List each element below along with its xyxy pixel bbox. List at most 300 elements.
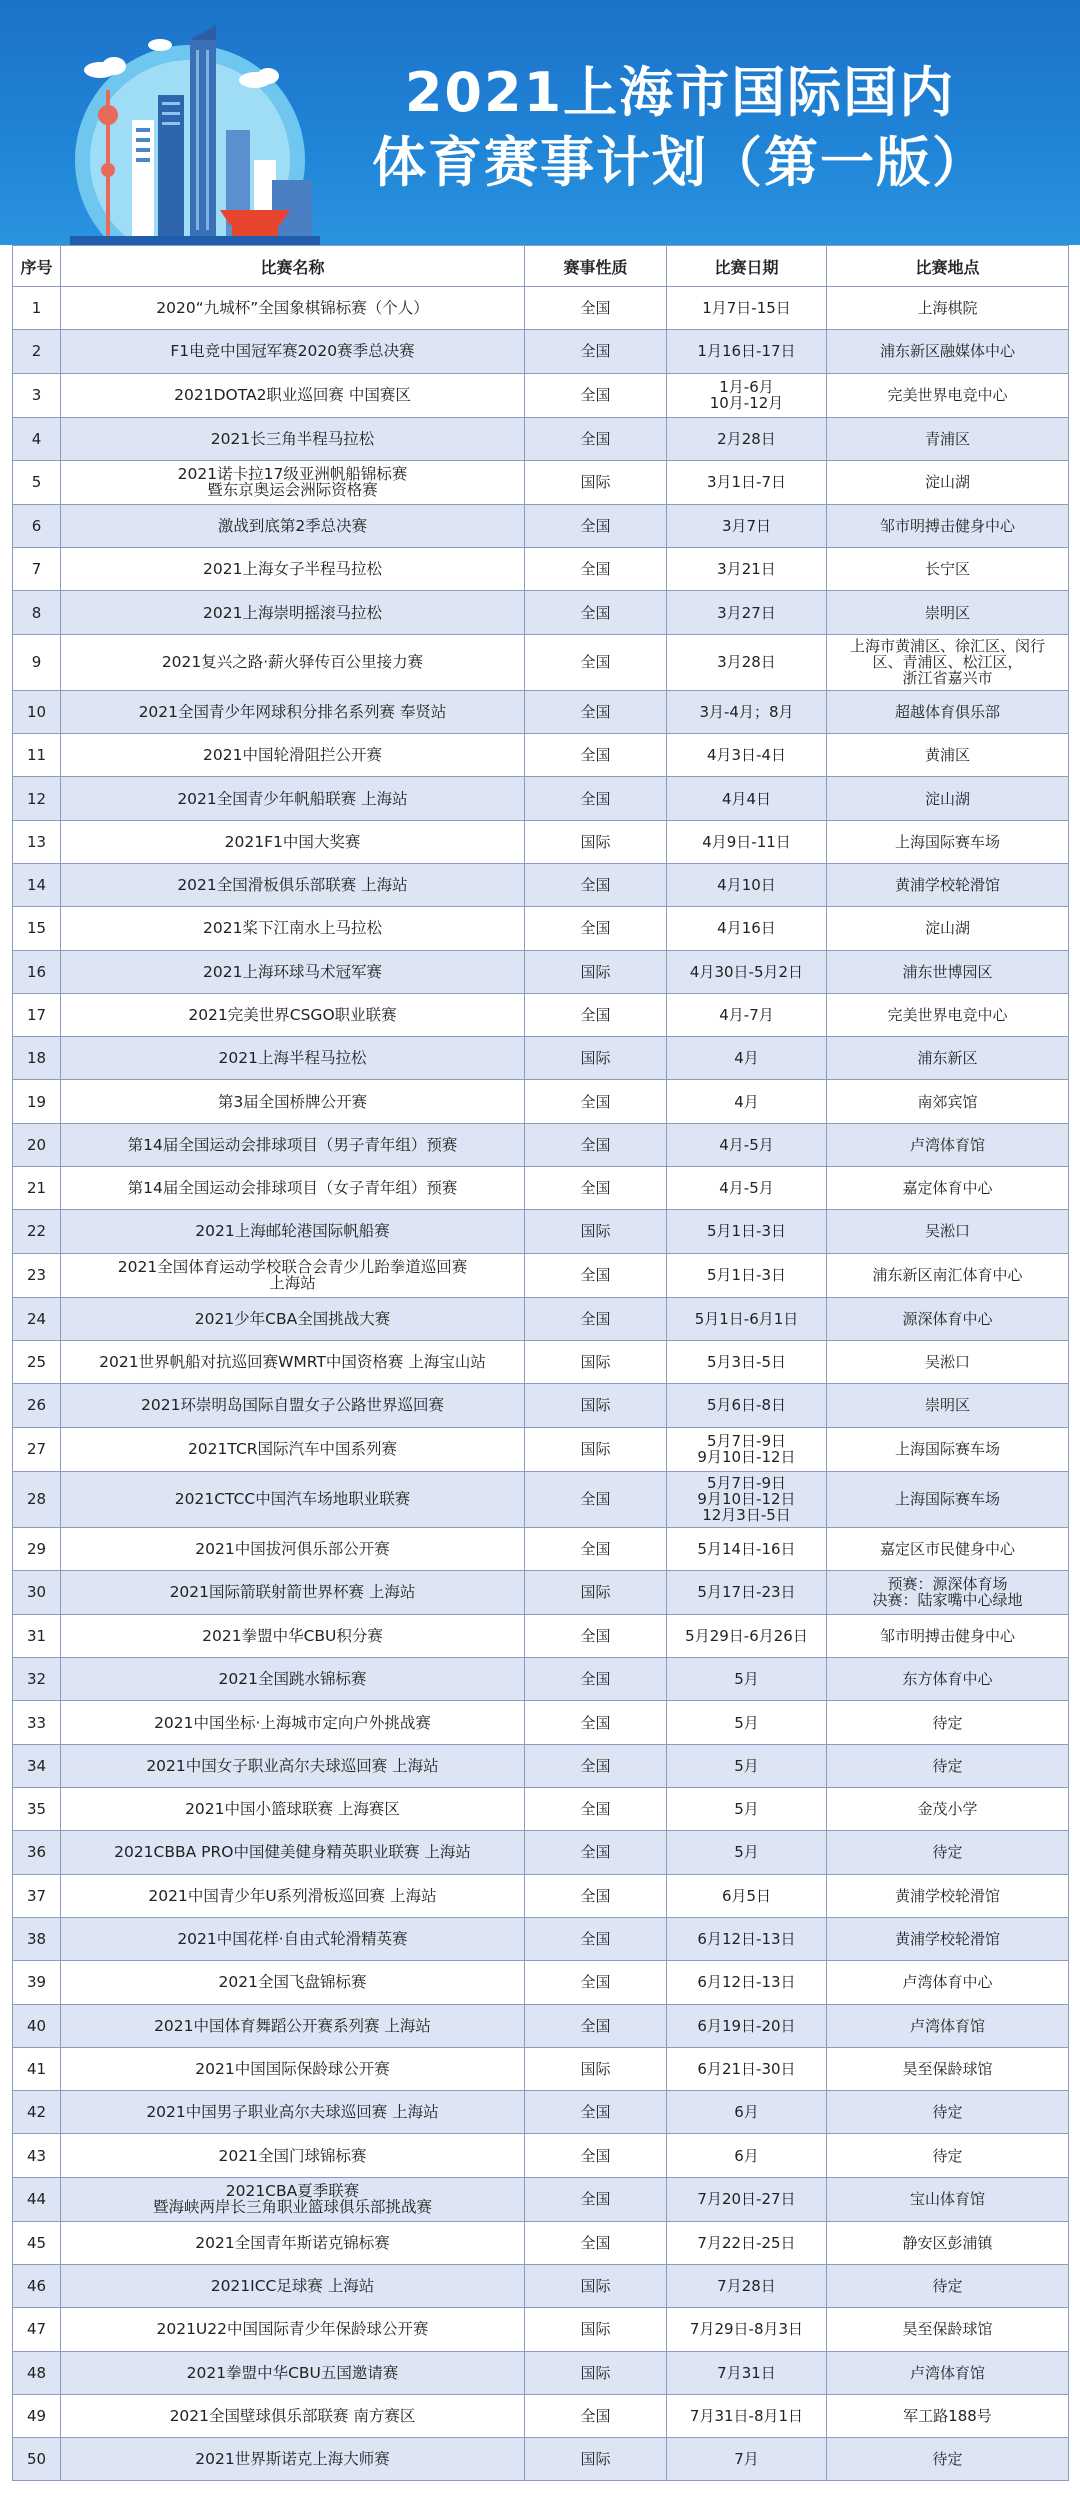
event-date-line: 5月: [734, 1670, 759, 1689]
event-name: [61, 1527, 525, 1570]
event-date-line: 5月29日-6月26日: [685, 1626, 808, 1645]
row-number: 43: [13, 2134, 61, 2177]
row-number: 4: [13, 417, 61, 460]
event-date-line: 5月6日-8日: [706, 1396, 787, 1415]
event-name: [61, 1788, 525, 1831]
event-date: [667, 1788, 827, 1831]
events-table-container: [12, 245, 1068, 2481]
row-number: 34: [13, 1744, 61, 1787]
event-name-line: 激战到底第2季总决赛: [217, 517, 368, 536]
event-venue-line: 完美世界电竞中心: [887, 386, 1008, 405]
event-type: 全国: [525, 1744, 667, 1787]
event-date: [667, 2264, 827, 2307]
row-number: 36: [13, 1831, 61, 1874]
event-name: [61, 2351, 525, 2394]
event-date: [667, 1210, 827, 1253]
row-number: 48: [13, 2351, 61, 2394]
event-name: [61, 1037, 525, 1080]
event-name-line: 2021环崇明岛国际自盟女子公路世界巡回赛: [141, 1396, 444, 1415]
event-date-line: 5月: [734, 1756, 759, 1775]
event-name: [61, 777, 525, 820]
event-date: [667, 287, 827, 330]
row-number: 31: [13, 1614, 61, 1657]
event-name: [61, 1340, 525, 1383]
event-name-line: 2021上海邮轮港国际帆船赛: [195, 1222, 390, 1241]
row-number: 26: [13, 1384, 61, 1427]
event-date-line: 6月: [734, 2146, 759, 2165]
event-name-line: 2021世界斯诺克上海大师赛: [195, 2450, 390, 2469]
event-venue-line: 区、青浦区、松江区，: [872, 653, 1023, 672]
table-row: [13, 1253, 1069, 1297]
event-date-line: 7月22日-25日: [697, 2233, 796, 2252]
table-row: [13, 2351, 1069, 2394]
table-row: [13, 777, 1069, 820]
event-venue: [827, 1037, 1069, 1080]
row-number: 21: [13, 1167, 61, 1210]
event-date-line: 5月: [734, 1800, 759, 1819]
event-venue-line: 卢湾体育馆: [909, 2016, 985, 2035]
event-name: [61, 417, 525, 460]
event-name-line: 2021世界帆船对抗巡回赛WMRT中国资格赛 上海宝山站: [99, 1353, 486, 1372]
event-venue: [827, 993, 1069, 1036]
table-row: [13, 2264, 1069, 2307]
event-name: [61, 1123, 525, 1166]
event-type: 全国: [525, 1471, 667, 1527]
event-venue-line: 完美世界电竞中心: [887, 1006, 1008, 1024]
event-name-line: 2021拳盟中华CBU积分赛: [202, 1626, 383, 1645]
table-row: [13, 1788, 1069, 1831]
event-type: 全国: [525, 287, 667, 330]
row-number: 18: [13, 1037, 61, 1080]
event-venue: [827, 2177, 1069, 2221]
event-date: [667, 1961, 827, 2004]
event-venue-line: 昊至保龄球馆: [902, 2320, 993, 2339]
event-name: [61, 2308, 525, 2351]
event-venue: [827, 2438, 1069, 2481]
event-date-line: 9月10日-12日: [697, 1448, 796, 1467]
table-row: [13, 2308, 1069, 2351]
event-venue: [827, 634, 1069, 690]
event-name-line: 2021全国壁球俱乐部联赛 南方赛区: [169, 2407, 416, 2426]
event-name: [61, 1167, 525, 1210]
row-number: 45: [13, 2221, 61, 2264]
table-row: [13, 690, 1069, 733]
row-number: 10: [13, 690, 61, 733]
event-venue: [827, 1701, 1069, 1744]
table-row: [13, 2394, 1069, 2437]
event-venue-line: 军工路188号: [903, 2407, 992, 2426]
event-date: [667, 591, 827, 634]
event-name: [61, 820, 525, 863]
event-date: [667, 2177, 827, 2221]
event-date-line: 7月31日-8月1日: [689, 2407, 804, 2426]
event-venue: [827, 1123, 1069, 1166]
event-venue: [827, 2091, 1069, 2134]
event-date: [667, 1527, 827, 1570]
event-venue: [827, 1874, 1069, 1917]
row-number: 42: [13, 2091, 61, 2134]
event-name: [61, 1917, 525, 1960]
event-type: 全国: [525, 2091, 667, 2134]
event-name-line: 2021中国体育舞蹈公开赛系列赛 上海站: [154, 2016, 431, 2035]
event-name-line: 2021上海女子半程马拉松: [203, 560, 382, 579]
event-type: 全国: [525, 1961, 667, 2004]
column-header-no: 序号: [13, 246, 61, 287]
event-name-line: 2021中国男子职业高尔夫球巡回赛 上海站: [146, 2103, 439, 2122]
page-title: [340, 58, 1020, 198]
table-row: [13, 417, 1069, 460]
event-name-line: 2021TCR国际汽车中国系列赛: [187, 1440, 398, 1459]
event-name-line: 第14届全国运动会排球项目（女子青年组）预赛: [127, 1179, 458, 1198]
event-name-line: 2021中国花样·自由式轮滑精英赛: [177, 1930, 408, 1949]
event-name: [61, 330, 525, 373]
event-date-line: 5月14日-16日: [697, 1539, 796, 1558]
event-date: [667, 1658, 827, 1701]
event-name-line: 2021上海环球马术冠军赛: [203, 962, 382, 981]
event-name-line: 2021全国跳水锦标赛: [218, 1670, 367, 1689]
event-venue: [827, 734, 1069, 777]
table-row: [13, 1340, 1069, 1383]
event-name: [61, 2047, 525, 2090]
row-number: 33: [13, 1701, 61, 1744]
event-type: 全国: [525, 777, 667, 820]
row-number: 15: [13, 907, 61, 950]
event-type: 国际: [525, 1210, 667, 1253]
event-type: 全国: [525, 504, 667, 547]
event-date: [667, 2091, 827, 2134]
event-date: [667, 1123, 827, 1166]
event-date: [667, 907, 827, 950]
event-type: 全国: [525, 1701, 667, 1744]
event-date: [667, 950, 827, 993]
event-name: [61, 1701, 525, 1744]
table-row: [13, 1744, 1069, 1787]
table-row: [13, 1701, 1069, 1744]
event-venue-line: 邹市明搏击健身中心: [879, 1626, 1015, 1645]
event-name: [61, 907, 525, 950]
event-name-line: 2021中国轮滑阻拦公开赛: [203, 746, 382, 765]
event-venue: [827, 460, 1069, 504]
event-date: [667, 690, 827, 733]
event-venue-line: 宝山体育馆: [909, 2190, 985, 2209]
row-number: 44: [13, 2177, 61, 2221]
event-venue-line: 黄浦区: [924, 746, 970, 765]
event-type: 国际: [525, 1037, 667, 1080]
event-name-line: 2021全国青少年网球积分排名系列赛 奉贤站: [138, 702, 447, 721]
event-date-line: 6月12日-13日: [697, 1973, 796, 1992]
event-type: 国际: [525, 2351, 667, 2394]
table-row: [13, 1917, 1069, 1960]
event-venue: [827, 777, 1069, 820]
table-row: [13, 1427, 1069, 1471]
table-row: [13, 820, 1069, 863]
event-date-line: 5月17日-23日: [697, 1583, 796, 1602]
event-type: 全国: [525, 417, 667, 460]
title-line-2: 体育赛事计划（第一版）: [372, 131, 988, 194]
table-row: [13, 373, 1069, 417]
table-row: [13, 1614, 1069, 1657]
event-venue-line: 待定: [932, 2146, 963, 2165]
event-venue-line: 崇明区: [924, 603, 970, 622]
event-date: [667, 1253, 827, 1297]
event-date-line: 4月10日: [717, 876, 776, 895]
event-venue: [827, 1527, 1069, 1570]
event-date: [667, 993, 827, 1036]
event-name: [61, 1253, 525, 1297]
event-date: [667, 634, 827, 690]
event-type: 全国: [525, 1167, 667, 1210]
event-name-line: 2021少年CBA全国挑战大赛: [194, 1309, 391, 1328]
event-date-line: 7月29日-8月3日: [689, 2320, 804, 2339]
row-number: 32: [13, 1658, 61, 1701]
row-number: 38: [13, 1917, 61, 1960]
event-name-line: 2021CBA夏季联赛: [225, 2182, 360, 2201]
table-row: [13, 1297, 1069, 1340]
event-name-line: 2021全国飞盘锦标赛: [218, 1973, 367, 1992]
event-name: [61, 1210, 525, 1253]
event-date: [667, 1614, 827, 1657]
table-row: [13, 1471, 1069, 1527]
event-venue: [827, 1384, 1069, 1427]
event-type: 全国: [525, 1297, 667, 1340]
event-name: [61, 1658, 525, 1701]
event-venue: [827, 907, 1069, 950]
event-name: [61, 1570, 525, 1614]
event-date-line: 5月1日-6月1日: [694, 1309, 799, 1328]
event-date: [667, 548, 827, 591]
event-venue: [827, 504, 1069, 547]
event-date-line: 3月28日: [717, 653, 776, 672]
event-type: 全国: [525, 863, 667, 906]
event-venue-line: 浦东新区南汇体育中心: [872, 1266, 1023, 1285]
event-venue-line: 吴淞口: [924, 1222, 970, 1241]
event-venue: [827, 1297, 1069, 1340]
event-venue: [827, 2004, 1069, 2047]
event-name-line: F1电竞中国冠军赛2020赛季总决赛: [170, 342, 415, 361]
event-venue: [827, 1253, 1069, 1297]
event-name: [61, 1614, 525, 1657]
table-row: [13, 1384, 1069, 1427]
row-number: 35: [13, 1788, 61, 1831]
row-number: 13: [13, 820, 61, 863]
row-number: 22: [13, 1210, 61, 1253]
event-venue: [827, 1570, 1069, 1614]
event-type: 全国: [525, 1831, 667, 1874]
event-type: 全国: [525, 2004, 667, 2047]
row-number: 23: [13, 1253, 61, 1297]
event-date-line: 4月9日-11日: [702, 832, 791, 851]
event-type: 全国: [525, 373, 667, 417]
event-venue: [827, 1167, 1069, 1210]
event-venue: [827, 950, 1069, 993]
event-venue: [827, 373, 1069, 417]
row-number: 27: [13, 1427, 61, 1471]
event-date: [667, 1384, 827, 1427]
event-venue-line: 待定: [932, 2450, 963, 2469]
event-date-line: 5月: [734, 1713, 759, 1732]
row-number: 50: [13, 2438, 61, 2481]
event-date-line: 6月19日-20日: [697, 2016, 796, 2035]
event-type: 全国: [525, 2221, 667, 2264]
event-type: 国际: [525, 820, 667, 863]
column-header-name: 比赛名称: [61, 246, 525, 287]
event-type: 全国: [525, 1614, 667, 1657]
event-name: [61, 2134, 525, 2177]
table-row: [13, 1658, 1069, 1701]
table-row: [13, 907, 1069, 950]
event-type: 全国: [525, 634, 667, 690]
event-name-line: 2021完美世界CSGO职业联赛: [188, 1006, 397, 1024]
table-row: [13, 2091, 1069, 2134]
row-number: 6: [13, 504, 61, 547]
event-name-line: 2021桨下江南水上马拉松: [203, 919, 382, 938]
row-number: 17: [13, 993, 61, 1036]
event-name-line: 2021全国滑板俱乐部联赛 上海站: [177, 876, 408, 895]
row-number: 39: [13, 1961, 61, 2004]
event-date: [667, 1570, 827, 1614]
event-venue-line: 待定: [932, 1713, 963, 1732]
event-venue: [827, 330, 1069, 373]
row-number: 30: [13, 1570, 61, 1614]
table-row: [13, 1874, 1069, 1917]
event-date: [667, 1874, 827, 1917]
event-type: 全国: [525, 2394, 667, 2437]
event-venue: [827, 591, 1069, 634]
event-name-line: 2021上海崇明摇滚马拉松: [203, 603, 382, 622]
event-type: 国际: [525, 2308, 667, 2351]
event-name-line: 2021全国门球锦标赛: [218, 2146, 367, 2165]
event-type: 全国: [525, 1123, 667, 1166]
event-venue: [827, 1210, 1069, 1253]
event-venue-line: 昊至保龄球馆: [902, 2059, 993, 2078]
event-venue: [827, 1961, 1069, 2004]
event-date: [667, 1080, 827, 1123]
event-date-line: 4月16日: [717, 919, 776, 938]
event-name-line: 2021全国青年斯诺克锦标赛: [195, 2233, 390, 2252]
event-venue-line: 淀山湖: [924, 919, 970, 938]
event-date: [667, 777, 827, 820]
event-type: 全国: [525, 1917, 667, 1960]
table-row: [13, 950, 1069, 993]
event-type: 全国: [525, 2134, 667, 2177]
event-date-line: 4月30日-5月2日: [689, 962, 804, 981]
event-name-line: 2021上海半程马拉松: [218, 1049, 367, 1068]
table-row: [13, 2047, 1069, 2090]
event-name: [61, 2264, 525, 2307]
event-type: 全国: [525, 1253, 667, 1297]
event-name-line: 第14届全国运动会排球项目（男子青年组）预赛: [127, 1135, 458, 1154]
event-date: [667, 1701, 827, 1744]
event-type: 全国: [525, 1788, 667, 1831]
event-venue: [827, 417, 1069, 460]
table-row: [13, 2221, 1069, 2264]
event-type: 全国: [525, 1080, 667, 1123]
event-venue-line: 淀山湖: [924, 473, 970, 492]
event-name: [61, 1744, 525, 1787]
event-date: [667, 2004, 827, 2047]
event-type: 全国: [525, 907, 667, 950]
event-venue-line: 南郊宾馆: [917, 1092, 978, 1111]
event-name-line: 2021中国拔河俱乐部公开赛: [195, 1539, 390, 1558]
event-date-line: 1月16日-17日: [697, 342, 796, 361]
event-name-line: 暨东京奥运会洲际资格赛: [207, 481, 378, 500]
event-name: [61, 993, 525, 1036]
row-number: 1: [13, 287, 61, 330]
event-venue: [827, 1917, 1069, 1960]
event-type: 全国: [525, 1874, 667, 1917]
event-date-line: 4月: [734, 1092, 759, 1111]
event-venue-line: 嘉定区市民健身中心: [879, 1539, 1015, 1558]
table-row: [13, 734, 1069, 777]
event-venue-line: 上海市黄浦区、徐汇区、闵行: [849, 637, 1045, 656]
event-name: [61, 460, 525, 504]
event-name: [61, 2177, 525, 2221]
table-header-row: [13, 246, 1069, 287]
event-venue: [827, 2047, 1069, 2090]
table-row: [13, 2177, 1069, 2221]
event-name-line: 2021ICC足球赛 上海站: [210, 2277, 375, 2296]
event-date: [667, 1744, 827, 1787]
event-name: [61, 1874, 525, 1917]
row-number: 11: [13, 734, 61, 777]
event-venue-line: 上海棋院: [917, 299, 978, 318]
event-type: 全国: [525, 2177, 667, 2221]
event-type: 全国: [525, 1658, 667, 1701]
event-name: [61, 1384, 525, 1427]
event-venue-line: 上海国际赛车场: [894, 832, 1000, 851]
event-name-line: 2021国际箭联射箭世界杯赛 上海站: [169, 1583, 416, 1602]
event-date: [667, 2047, 827, 2090]
event-name-line: 第3届全国桥牌公开赛: [217, 1092, 368, 1111]
row-number: 28: [13, 1471, 61, 1527]
event-date-line: 1月7日-15日: [702, 299, 791, 318]
event-date-line: 5月1日-3日: [706, 1222, 787, 1241]
event-name: [61, 1297, 525, 1340]
event-venue-line: 浦东世博园区: [902, 962, 993, 981]
event-date: [667, 1471, 827, 1527]
event-date-line: 6月21日-30日: [697, 2059, 796, 2078]
event-name: [61, 2221, 525, 2264]
event-type: 全国: [525, 734, 667, 777]
event-date-line: 7月20日-27日: [697, 2190, 796, 2209]
event-name: [61, 548, 525, 591]
event-date-line: 3月27日: [717, 603, 776, 622]
event-name-line: 2021F1中国大奖赛: [224, 832, 361, 851]
event-venue-line: 嘉定体育中心: [902, 1179, 993, 1198]
event-venue: [827, 1080, 1069, 1123]
column-header-type: 赛事性质: [525, 246, 667, 287]
event-name-line: 2020“九城杯”全国象棋锦标赛（个人）: [156, 299, 429, 318]
event-name-line: 2021CTCC中国汽车场地职业联赛: [174, 1490, 411, 1509]
event-date: [667, 460, 827, 504]
event-name-line: 2021CBBA PRO中国健美健身精英职业联赛 上海站: [114, 1843, 471, 1862]
event-date: [667, 820, 827, 863]
event-date: [667, 1297, 827, 1340]
event-venue-line: 卢湾体育馆: [909, 2363, 985, 2382]
event-date-line: 6月12日-13日: [697, 1930, 796, 1949]
table-row: [13, 2438, 1069, 2481]
table-row: [13, 548, 1069, 591]
title-line-1: 2021上海市国际国内: [404, 61, 956, 124]
event-date-line: 6月: [734, 2103, 759, 2122]
event-name: [61, 2394, 525, 2437]
table-row: [13, 504, 1069, 547]
event-name: [61, 863, 525, 906]
event-name-line: 2021全国体育运动学校联合会青少儿跆拳道巡回赛: [117, 1258, 468, 1277]
table-row: [13, 1570, 1069, 1614]
event-date: [667, 504, 827, 547]
table-row: [13, 863, 1069, 906]
